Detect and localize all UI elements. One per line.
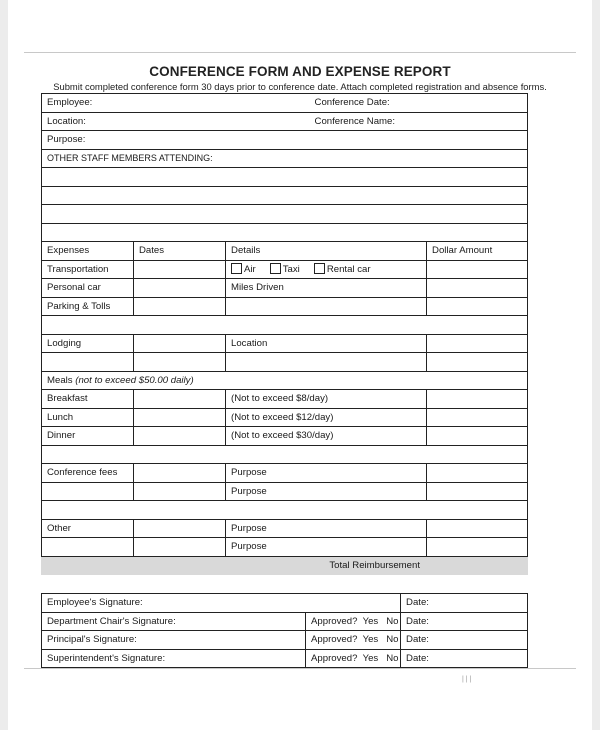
- other-row: [42, 519, 528, 538]
- conference-fees-extra-label: [42, 482, 134, 501]
- department-chair-signature-field[interactable]: Department Chair's Signature:: [42, 612, 306, 631]
- bottom-rule: [24, 668, 576, 669]
- lodging-extra-label: [42, 353, 134, 372]
- other-extra-dates[interactable]: [134, 538, 226, 557]
- staff-line-4: [42, 223, 528, 242]
- department-chair-date[interactable]: Date:: [401, 612, 528, 631]
- parking-dates[interactable]: [134, 297, 226, 316]
- personal-car-row: [42, 279, 528, 298]
- conference-fees-purpose-2[interactable]: Purpose: [226, 482, 427, 501]
- lodging-extra-details[interactable]: [226, 353, 427, 372]
- total-reimbursement-value[interactable]: [427, 556, 528, 575]
- air-option[interactable]: [231, 263, 256, 275]
- lunch-dates[interactable]: [134, 408, 226, 427]
- conference-fees-extra-dates[interactable]: [134, 482, 226, 501]
- meals-row: [42, 371, 528, 390]
- transportation-amount[interactable]: [427, 260, 528, 279]
- dinner-limit: (Not to exceed $30/day): [226, 427, 427, 446]
- superintendent-date[interactable]: Date:: [401, 649, 528, 668]
- air-label: Air: [244, 264, 256, 276]
- staff-line-3: [42, 205, 528, 224]
- lodging-row: [42, 334, 528, 353]
- lodging-amount[interactable]: [427, 334, 528, 353]
- dinner-amount[interactable]: [427, 427, 528, 446]
- other-extra-label: [42, 538, 134, 557]
- department-chair-approval[interactable]: Approved? Yes No: [306, 612, 401, 631]
- details-header: Details: [226, 242, 427, 261]
- breakfast-label: Breakfast: [42, 390, 134, 409]
- employee-signature-row: [42, 594, 528, 613]
- yes-option[interactable]: Yes: [362, 653, 379, 665]
- personal-car-dates[interactable]: [134, 279, 226, 298]
- miles-driven-field[interactable]: Miles Driven: [226, 279, 427, 298]
- location-row: [42, 112, 528, 131]
- yes-option[interactable]: Yes: [362, 615, 379, 627]
- conference-fees-row: [42, 464, 528, 483]
- conference-fees-label: Conference fees: [42, 464, 134, 483]
- other-label: Other: [42, 519, 134, 538]
- parking-amount[interactable]: [427, 297, 528, 316]
- conference-fees-purpose-1[interactable]: Purpose: [226, 464, 427, 483]
- superintendent-signature-field[interactable]: Superintendent's Signature:: [42, 649, 306, 668]
- other-amount-1[interactable]: [427, 519, 528, 538]
- personal-car-amount[interactable]: [427, 279, 528, 298]
- expenses-header-row: [42, 242, 528, 261]
- dinner-row: [42, 427, 528, 446]
- parking-details[interactable]: [226, 297, 427, 316]
- breakfast-limit: (Not to exceed $8/day): [226, 390, 427, 409]
- spacer-row: [42, 445, 528, 464]
- employee-signature-field[interactable]: Employee's Signature:: [42, 594, 401, 613]
- employee-row: [42, 94, 528, 113]
- other-dates[interactable]: [134, 519, 226, 538]
- breakfast-dates[interactable]: [134, 390, 226, 409]
- principal-date[interactable]: Date:: [401, 631, 528, 650]
- lodging-extra-amount[interactable]: [427, 353, 528, 372]
- form-instructions: Submit completed conference form 30 days prior to conference date. Attach completed registration and absence forms.: [53, 81, 547, 92]
- dates-header: Dates: [134, 242, 226, 261]
- lodging-dates[interactable]: [134, 334, 226, 353]
- staff-line-2: [42, 186, 528, 205]
- meals-label: Meals (not to exceed $50.00 daily): [42, 371, 528, 390]
- breakfast-amount[interactable]: [427, 390, 528, 409]
- document-page: [8, 0, 592, 730]
- lunch-limit: (Not to exceed $12/day): [226, 408, 427, 427]
- conference-name-field[interactable]: Conference Name:: [226, 112, 528, 131]
- other-staff-row: [42, 149, 528, 168]
- blank-line: [42, 501, 528, 520]
- superintendent-row: [42, 649, 528, 668]
- staff-input-2[interactable]: [42, 186, 528, 205]
- parking-label: Parking & Tolls: [42, 297, 134, 316]
- principal-row: [42, 631, 528, 650]
- staff-line-1: [42, 168, 528, 187]
- lodging-label: Lodging: [42, 334, 134, 353]
- rental-car-label: Rental car: [326, 264, 371, 276]
- employee-signature-date[interactable]: Date:: [401, 594, 528, 613]
- page-mark: | | |: [462, 676, 472, 683]
- meals-limit-note: (not to exceed $50.00 daily): [75, 374, 194, 386]
- expense-form-table: [41, 93, 528, 575]
- purpose-row: [42, 131, 528, 150]
- signature-table: [41, 593, 528, 668]
- taxi-label: Taxi: [282, 264, 300, 276]
- staff-input-3[interactable]: [42, 205, 528, 224]
- transportation-row: [42, 260, 528, 279]
- taxi-option[interactable]: [270, 263, 300, 275]
- yes-option[interactable]: Yes: [362, 634, 379, 646]
- air-checkbox[interactable]: [231, 263, 242, 274]
- breakfast-row: [42, 390, 528, 409]
- lodging-row-2: [42, 353, 528, 372]
- dinner-dates[interactable]: [134, 427, 226, 446]
- lunch-row: [42, 408, 528, 427]
- lunch-label: Lunch: [42, 408, 134, 427]
- form-title: CONFERENCE FORM AND EXPENSE REPORT: [149, 64, 451, 79]
- conference-fees-amount-2[interactable]: [427, 482, 528, 501]
- dinner-label: Dinner: [42, 427, 134, 446]
- spacer-row: [42, 501, 528, 520]
- no-option[interactable]: No: [386, 615, 399, 627]
- lodging-location-field[interactable]: Location: [226, 334, 427, 353]
- purpose-field[interactable]: Purpose:: [42, 131, 528, 150]
- no-option[interactable]: No: [386, 653, 399, 665]
- dollar-amount-header: Dollar Amount: [427, 242, 528, 261]
- expenses-header: Expenses: [42, 242, 134, 261]
- rental-car-checkbox[interactable]: [314, 263, 325, 274]
- principal-signature-field[interactable]: Principal's Signature:: [42, 631, 306, 650]
- other-purpose-1[interactable]: Purpose: [226, 519, 427, 538]
- taxi-checkbox[interactable]: [270, 263, 281, 274]
- department-chair-row: [42, 612, 528, 631]
- other-amount-2[interactable]: [427, 538, 528, 557]
- conference-fees-row-2: [42, 482, 528, 501]
- rental-car-option[interactable]: [314, 263, 371, 275]
- superintendent-approval[interactable]: Approved? Yes No: [306, 649, 401, 668]
- conference-fees-amount-1[interactable]: [427, 464, 528, 483]
- blank-line: [42, 445, 528, 464]
- personal-car-label: Personal car: [42, 279, 134, 298]
- transportation-dates[interactable]: [134, 260, 226, 279]
- parking-row: [42, 297, 528, 316]
- staff-input-1[interactable]: [42, 168, 528, 187]
- other-row-2: [42, 538, 528, 557]
- staff-input-4[interactable]: [42, 223, 528, 242]
- conference-date-field[interactable]: Conference Date:: [226, 94, 528, 113]
- location-field[interactable]: Location:: [42, 112, 226, 131]
- top-rule: [24, 52, 576, 53]
- transportation-label: Transportation: [42, 260, 134, 279]
- employee-field[interactable]: Employee:: [42, 94, 226, 113]
- lodging-extra-dates[interactable]: [134, 353, 226, 372]
- conference-fees-dates[interactable]: [134, 464, 226, 483]
- total-reimbursement-label: Total Reimbursement: [42, 556, 427, 575]
- spacer-row: [42, 316, 528, 335]
- transportation-details: [226, 260, 427, 279]
- blank-line: [42, 316, 528, 335]
- other-purpose-2[interactable]: Purpose: [226, 538, 427, 557]
- lunch-amount[interactable]: [427, 408, 528, 427]
- principal-approval[interactable]: Approved? Yes No: [306, 631, 401, 650]
- other-staff-label: OTHER STAFF MEMBERS ATTENDING:: [42, 149, 528, 168]
- total-row: [42, 556, 528, 575]
- no-option[interactable]: No: [386, 634, 399, 646]
